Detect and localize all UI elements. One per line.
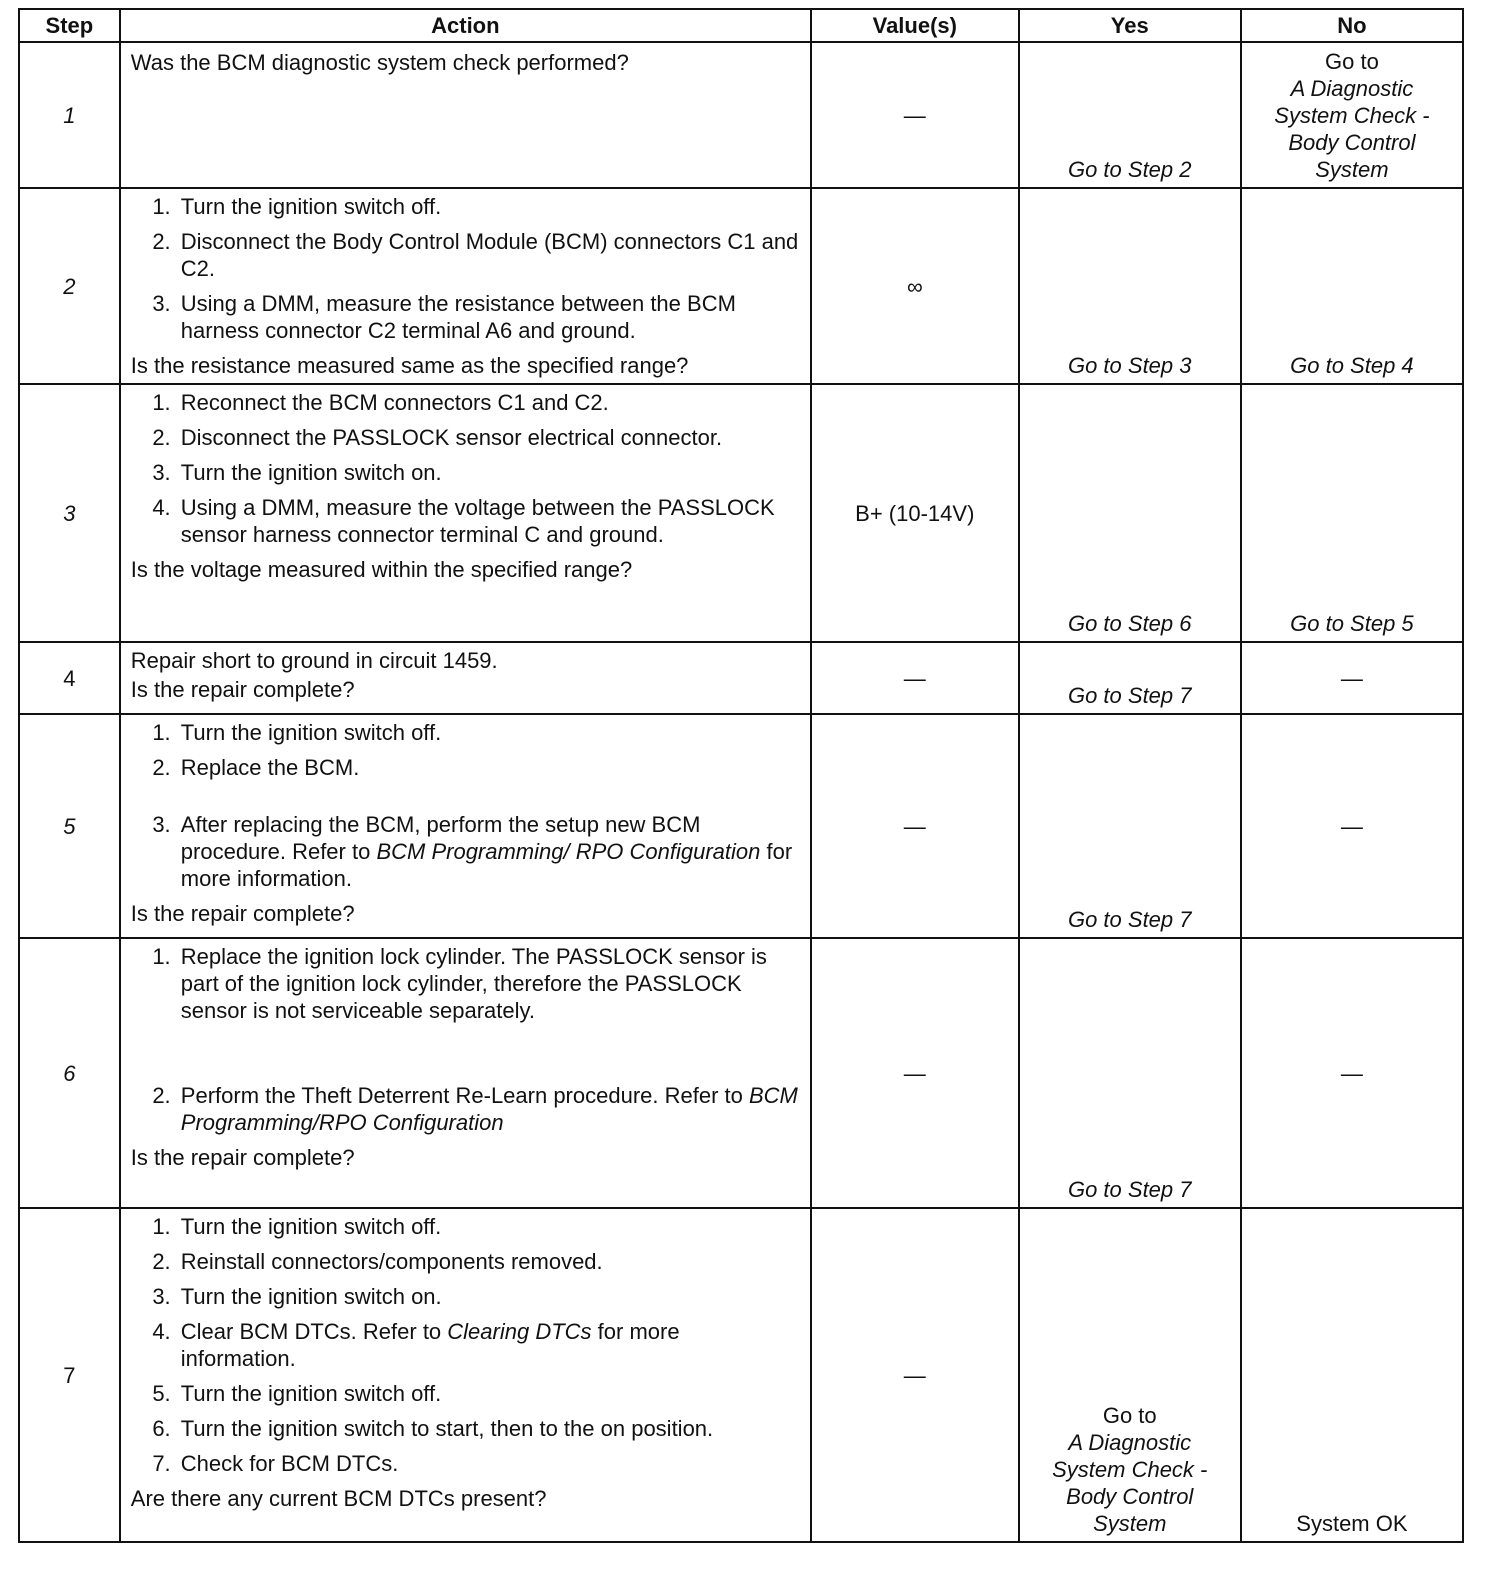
- reference-link[interactable]: Clearing DTCs: [447, 1319, 592, 1344]
- action-question: Are there any current BCM DTCs present?: [130, 1486, 547, 1511]
- yes-goto-label: Go to: [1102, 1403, 1157, 1428]
- header-values: Value(s): [811, 9, 1019, 42]
- action-item: 1. Turn the ignition switch off.: [177, 193, 800, 220]
- no-cell: System OK: [1241, 1208, 1463, 1542]
- action-text: for more information.: [180, 839, 793, 891]
- no-reference-link[interactable]: A Diagnostic System Check - Body Control System: [1274, 76, 1430, 182]
- yes-reference-link[interactable]: A Diagnostic System Check - Body Control System: [1052, 1430, 1208, 1536]
- value-cell: —: [811, 1208, 1019, 1542]
- step-number: 1: [19, 42, 120, 188]
- action-item: [177, 1318, 800, 1372]
- action-list: [131, 1213, 800, 1477]
- action-item: 1. Replace the ignition lock cylinder. The PASSLOCK sensor is part of the ignition lock cylinder, therefore the PASSLOCK sensor is not serviceable separately.: [177, 943, 800, 1024]
- step-number: 6: [19, 938, 120, 1208]
- action-cell: [120, 42, 811, 188]
- action-item: 3. Turn the ignition switch on.: [177, 459, 800, 486]
- action-item: 4. Using a DMM, measure the voltage between the PASSLOCK sensor harness connector terminal C and ground.: [177, 494, 800, 548]
- action-question: Is the repair complete?: [130, 901, 355, 926]
- no-cell: Go to Step 5: [1241, 384, 1463, 642]
- action-list: [131, 389, 800, 548]
- no-cell: —: [1241, 642, 1463, 714]
- action-item: 1. Turn the ignition switch off.: [177, 719, 800, 746]
- step-number: 5: [19, 714, 120, 938]
- yes-cell: Go to Step 7: [1019, 714, 1241, 938]
- value-cell: —: [811, 714, 1019, 938]
- step-number: 7: [19, 1208, 120, 1542]
- action-cell: [120, 188, 811, 384]
- yes-cell: Go to Step 7: [1019, 642, 1241, 714]
- action-item: 1. Turn the ignition switch off.: [177, 1213, 800, 1240]
- action-question: Is the repair complete?: [130, 677, 355, 702]
- no-cell: —: [1241, 938, 1463, 1208]
- action-item: [177, 811, 800, 892]
- table-row: [19, 938, 1463, 1208]
- no-goto-label: Go to: [1325, 49, 1379, 74]
- action-item: [177, 1082, 800, 1136]
- no-cell: [1241, 42, 1463, 188]
- yes-cell: Go to Step 7: [1019, 938, 1241, 1208]
- action-cell: [120, 714, 811, 938]
- yes-cell: Go to Step 2: [1019, 42, 1241, 188]
- action-cell: [120, 642, 811, 714]
- action-item: 3. Using a DMM, measure the resistance between the BCM harness connector C2 terminal A6 and ground.: [177, 290, 800, 344]
- no-cell: —: [1241, 714, 1463, 938]
- step-number: 2: [19, 188, 120, 384]
- action-cell: [120, 1208, 811, 1542]
- action-list: [131, 719, 800, 892]
- action-text: for more information.: [180, 1319, 680, 1371]
- header-step: Step: [19, 9, 120, 42]
- action-question: Was the BCM diagnostic system check performed?: [130, 50, 629, 75]
- action-item: 2. Reinstall connectors/components removed.: [177, 1248, 800, 1275]
- action-text: After replacing the BCM, perform the setup new BCM procedure. Refer to: [180, 812, 701, 864]
- action-item: 2. Disconnect the Body Control Module (BCM) connectors C1 and C2.: [177, 228, 800, 282]
- action-cell: [120, 384, 811, 642]
- yes-cell: Go to Step 3: [1019, 188, 1241, 384]
- yes-cell: Go to Step 6: [1019, 384, 1241, 642]
- value-cell: B+ (10-14V): [811, 384, 1019, 642]
- action-text: Clear BCM DTCs. Refer to: [180, 1319, 448, 1344]
- action-list: [131, 193, 800, 344]
- diagnostic-table: [18, 8, 1464, 1543]
- header-no: No: [1241, 9, 1463, 42]
- table-row: [19, 714, 1463, 938]
- header-yes: Yes: [1019, 9, 1241, 42]
- reference-link[interactable]: BCM Programming/ RPO Configuration: [376, 839, 761, 864]
- action-question: Is the resistance measured same as the specified range?: [130, 353, 689, 378]
- action-list: [131, 943, 800, 1136]
- table-header-row: [19, 9, 1463, 42]
- action-question: Is the repair complete?: [130, 1145, 355, 1170]
- action-item: 2. Disconnect the PASSLOCK sensor electrical connector.: [177, 424, 800, 451]
- value-cell: —: [811, 938, 1019, 1208]
- table-row: [19, 188, 1463, 384]
- table-row: [19, 42, 1463, 188]
- step-number: 4: [19, 642, 120, 714]
- action-item: 7. Check for BCM DTCs.: [177, 1450, 800, 1477]
- header-action: Action: [120, 9, 811, 42]
- action-text: Repair short to ground in circuit 1459.: [130, 648, 498, 673]
- action-text: Perform the Theft Deterrent Re-Learn procedure. Refer to: [180, 1083, 749, 1108]
- table-row: [19, 384, 1463, 642]
- action-item: 1. Reconnect the BCM connectors C1 and C2.: [177, 389, 800, 416]
- action-item: 6. Turn the ignition switch to start, then to the on position.: [177, 1415, 800, 1442]
- value-cell: —: [811, 42, 1019, 188]
- action-item: 5. Turn the ignition switch off.: [177, 1380, 800, 1407]
- action-cell: [120, 938, 811, 1208]
- step-number: 3: [19, 384, 120, 642]
- yes-cell: [1019, 1208, 1241, 1542]
- value-cell: ∞: [811, 188, 1019, 384]
- no-cell: Go to Step 4: [1241, 188, 1463, 384]
- table-row: [19, 1208, 1463, 1542]
- value-cell: —: [811, 642, 1019, 714]
- table-row: [19, 642, 1463, 714]
- action-question: Is the voltage measured within the specified range?: [130, 557, 633, 582]
- action-item: 2. Replace the BCM.: [177, 754, 800, 781]
- reference-link[interactable]: BCM Programming/RPO Configuration: [180, 1083, 798, 1135]
- action-item: 3. Turn the ignition switch on.: [177, 1283, 800, 1310]
